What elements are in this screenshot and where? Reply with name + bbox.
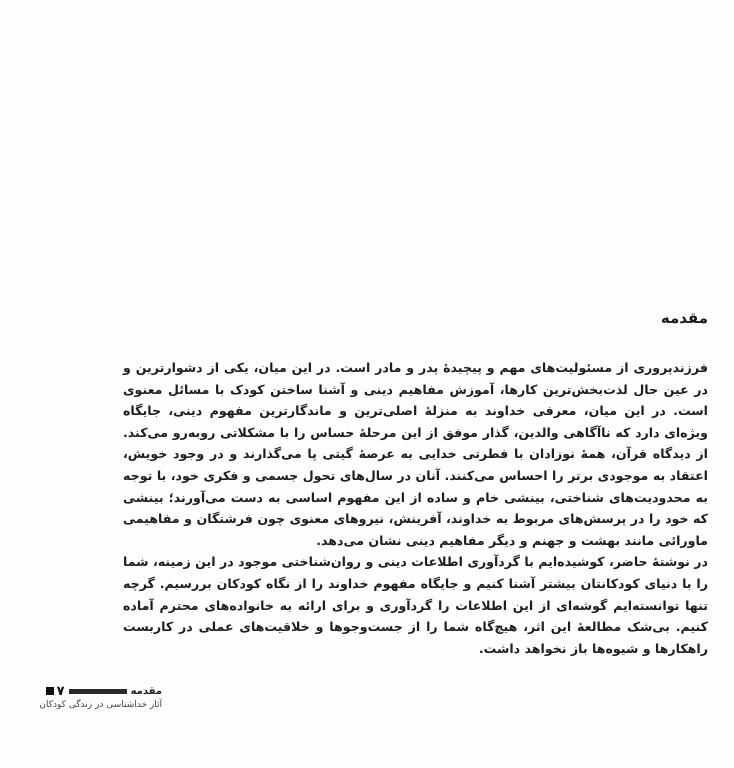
page-number: ۷ (56, 683, 65, 699)
footer-book-title: آثار خداشناسی در زندگی کودکان (39, 700, 162, 710)
page-footer (12, 684, 162, 710)
footer-divider-bar (69, 689, 127, 694)
paragraph: فرزندپروری از مسئولیت‌های مهم و پیچیدهٔ پدر و مادر است. در این میان، یکی از دشوارترین و در عین حال لذت‌بخش‌ترین کارها، آموزش مفاهیم دینی و آشنا ساختن کودک با مسائل معنوی است. در این میان، معرفی خداوند به منزلهٔ اصلی‌ترین و ماندگارترین مفهوم دینی، جایگاه ویژه‌ای دارد که ناآگاهی والدین، گذار موفق از این مرحلهٔ حساس را با مشکلاتی روبه‌رو می‌کند. از دیدگاه قرآن، همهٔ نوزادان با فطرتی خدایی به عرصهٔ گیتی پا می‌گذارند و در وجود خویش، اعتقاد به موجودی برتر را احساس می‌کنند. آنان در سال‌های تحول جسمی و فکری خود، با توجه به محدودیت‌های شناختی، بینشی خام و ساده از این مفهوم اساسی به دست می‌آورند؛ بینشی که خود را در پرسش‌های مربوط به خداوند، آفرینش، نیروهای معنوی چون فرشتگان و مفاهیمی ماورائی مانند بهشت و جهنم و دیگر مفاهیم دینی نشان می‌دهد. (123, 360, 708, 548)
footer-square-mark (46, 687, 54, 695)
section-heading: مقدمه (660, 309, 708, 327)
footer-header-row (12, 684, 162, 698)
footer-section-label: مقدمه (130, 685, 162, 697)
body-text (123, 357, 708, 659)
paragraph: در نوشتهٔ حاضر، کوشیده‌ایم با گردآوری اطلاعات دینی و روان‌شناختی موجود در این زمینه، شما را با دنیای کودکانتان بیشتر آشنا کنیم و جایگاه مفهوم خداوند را از نگاه کودکان بررسیم. گرچه تنها توانسته‌ایم گوشه‌ای از این اطلاعات را گردآوری و برای ارائه به خانواده‌های محترم آماده کنیم. بی‌شک مطالعهٔ این اثر، هیچ‌گاه شما را از جست‌وجوها و خلاقیت‌های عملی در کاربست راهکارها و شیوه‌ها باز نخواهد داشت. (123, 554, 708, 656)
